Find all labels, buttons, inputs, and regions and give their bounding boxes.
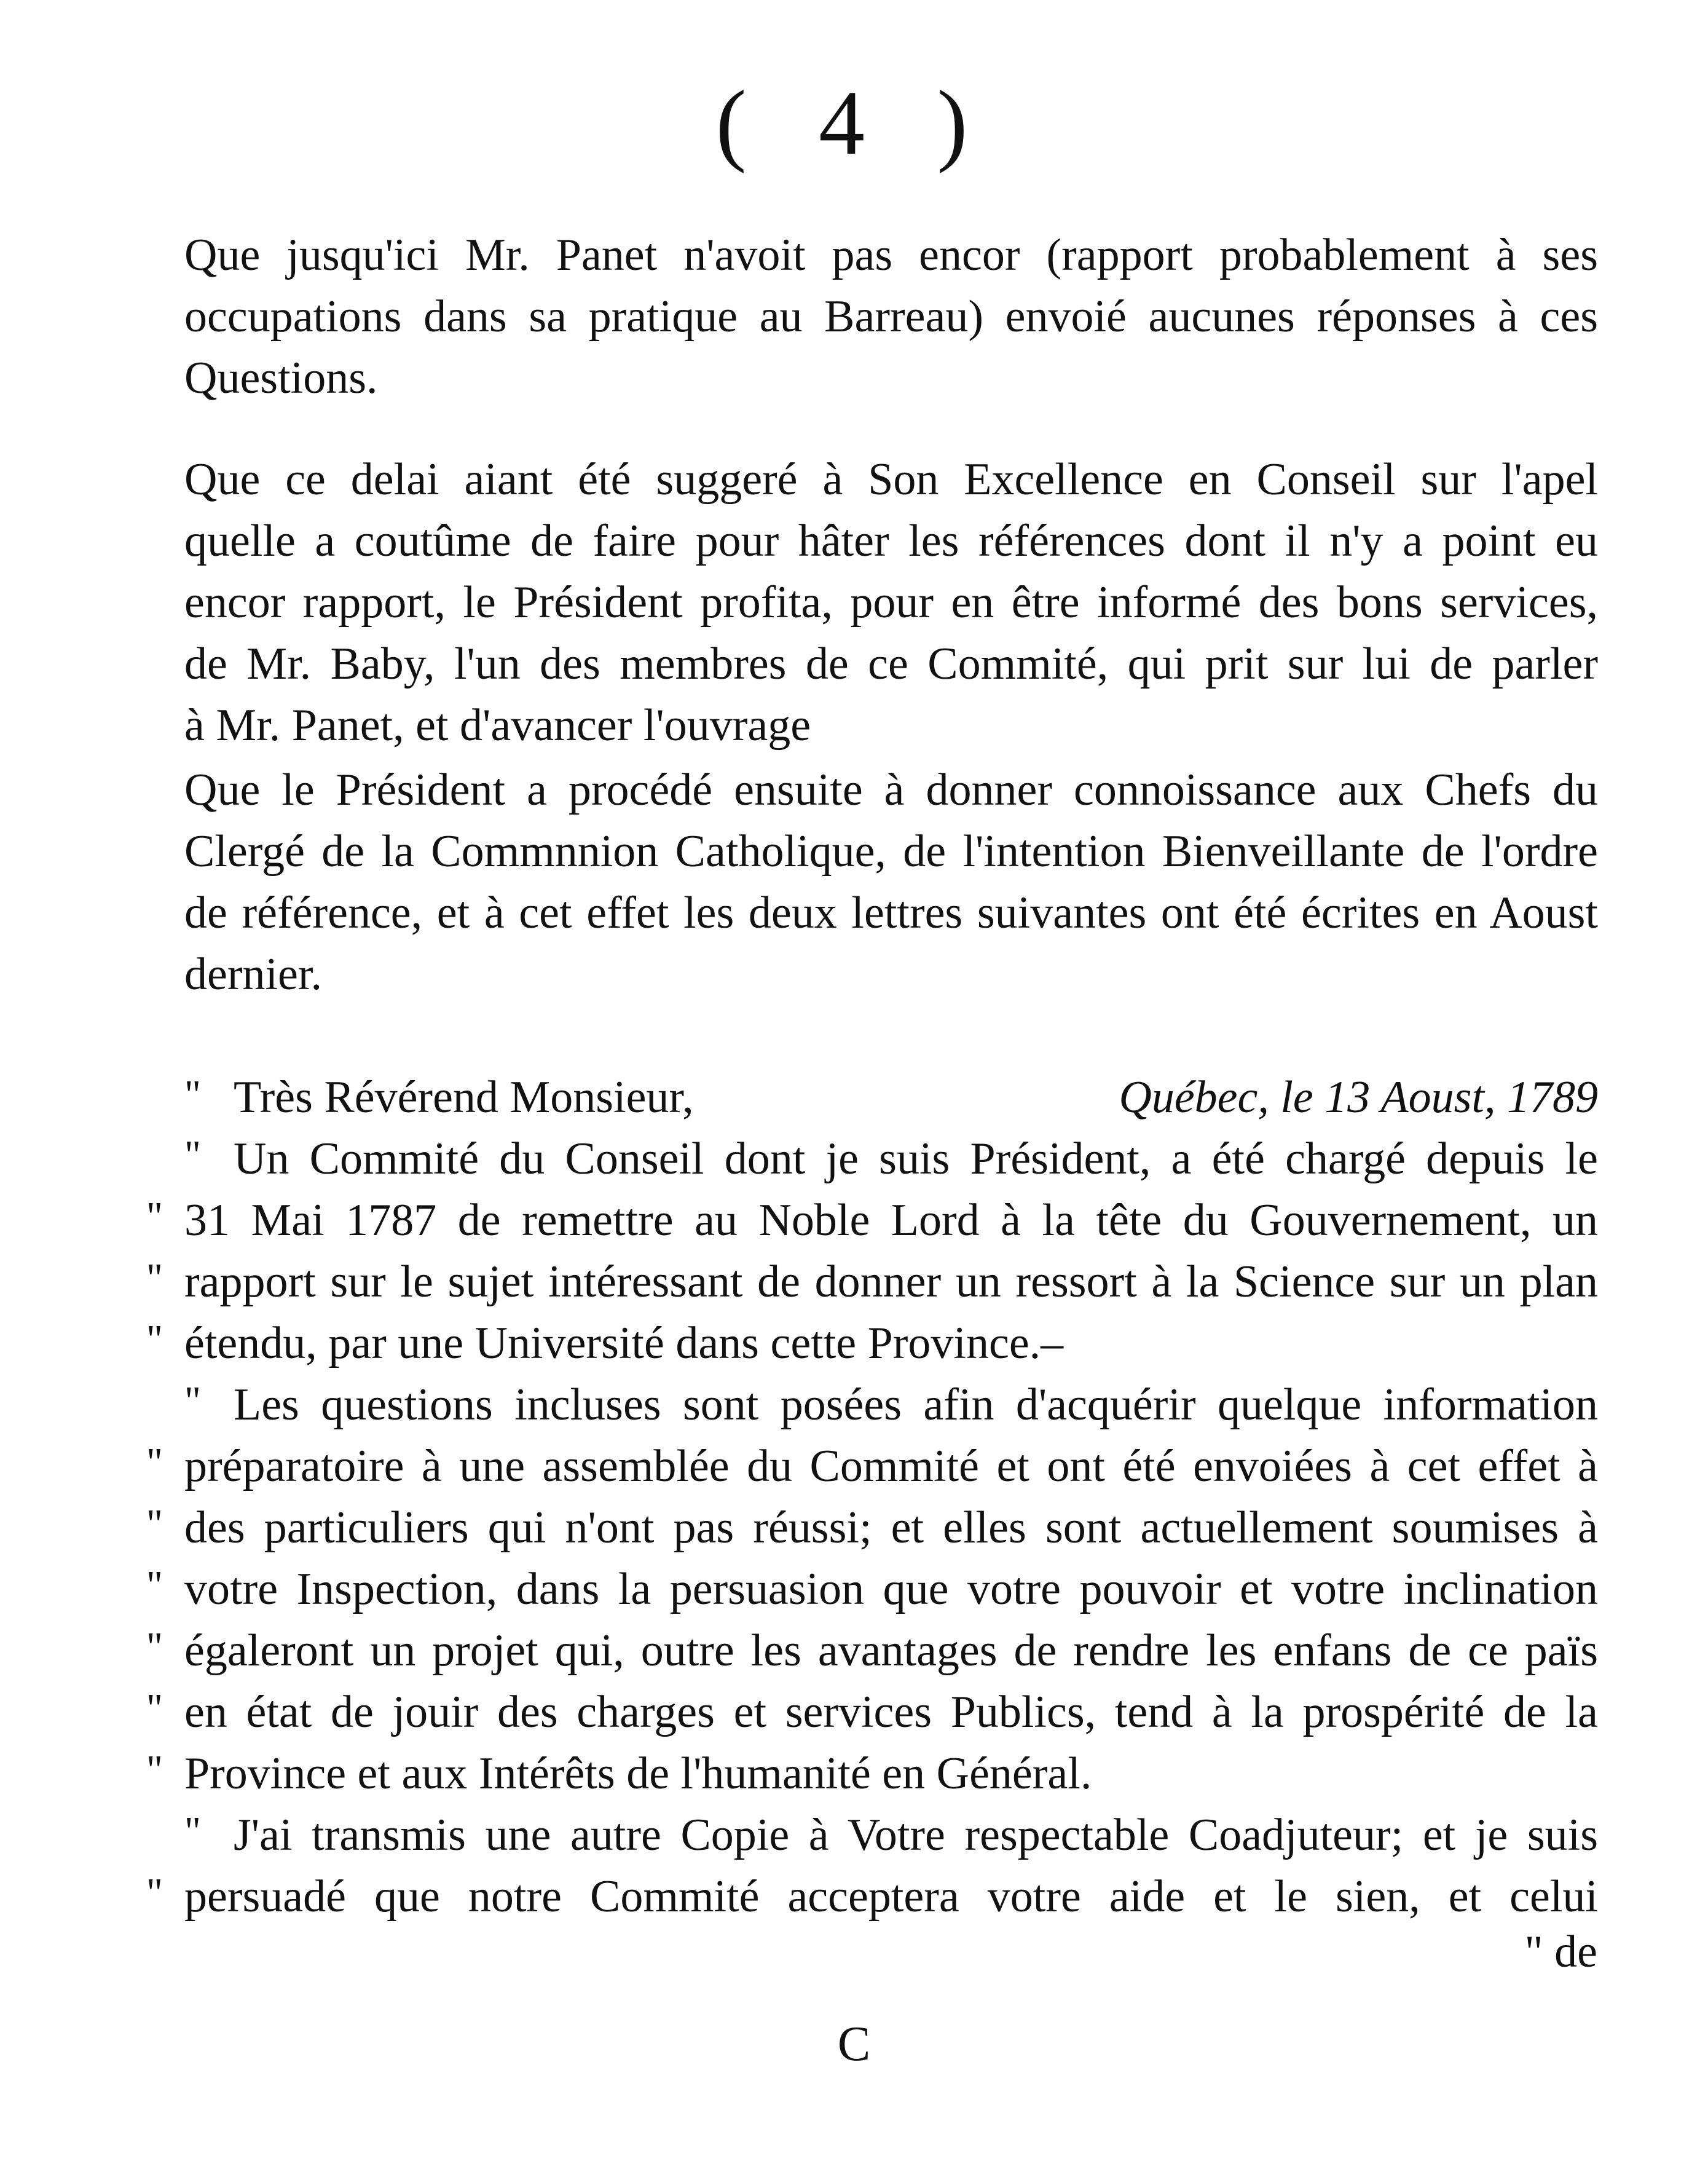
letter-line bbox=[146, 1497, 1598, 1558]
letter-line bbox=[184, 1374, 1598, 1435]
quote-mark: " bbox=[146, 1686, 163, 1731]
quote-mark: " bbox=[146, 1747, 163, 1792]
letter-line bbox=[146, 1558, 1598, 1620]
text-line: Questions. bbox=[184, 353, 378, 403]
letter-line-text: 31 Mai 1787 de remettre au Noble Lord à la tête du Gouvernement, un bbox=[184, 1195, 1598, 1246]
letter-line bbox=[184, 1804, 1598, 1866]
letter-line bbox=[146, 1743, 1598, 1804]
paragraph-1 bbox=[184, 224, 1598, 409]
letter-line-text: des particuliers qui n'ont pas réussi; et elles sont actuellement soumises à bbox=[184, 1503, 1598, 1553]
text-line: quelle a coutûme de faire pour hâter les références dont il n'y a point eu bbox=[184, 516, 1598, 566]
letter-line-text: Province et aux Intérêts de l'humanité en Général. bbox=[184, 1748, 1092, 1799]
text-line: de référence, et à cet effet les deux lettres suivantes ont été écrites en Aoust bbox=[184, 888, 1598, 938]
letter-line bbox=[146, 1313, 1598, 1374]
text-line: occupations dans sa pratique au Barreau) envoié aucunes réponses à ces bbox=[184, 291, 1598, 342]
letter-line bbox=[146, 1435, 1598, 1497]
letter-line bbox=[146, 1190, 1598, 1251]
letter-line bbox=[146, 1866, 1598, 1927]
text-line: Que ce delai aiant été suggeré à Son Excellence en Conseil sur l'apel bbox=[184, 454, 1598, 505]
quote-mark: " bbox=[146, 1317, 163, 1362]
letter-line-text: votre Inspection, dans la persuasion que votre pouvoir et votre inclination bbox=[184, 1564, 1598, 1614]
text-line: Clergé de la Commnnion Catholique, de l'intention Bienveillante de l'ordre bbox=[184, 826, 1598, 877]
signature-mark: C bbox=[837, 2017, 871, 2071]
text-line: encor rapport, le Président profita, pour en être informé des bons services, bbox=[184, 577, 1598, 628]
quote-mark: " bbox=[146, 1870, 163, 1915]
catchword: " de bbox=[1524, 1927, 1597, 1977]
quote-mark: " bbox=[184, 1072, 201, 1117]
quote-mark: " bbox=[184, 1809, 201, 1854]
letter-line bbox=[146, 1681, 1598, 1743]
letter-line-text: Les questions incluses sont posées afin d'acquérir quelque information bbox=[234, 1380, 1598, 1430]
quote-mark: " bbox=[146, 1563, 163, 1608]
text-line: de Mr. Baby, l'un des membres de ce Commité, qui prit sur lui de parler bbox=[184, 639, 1598, 689]
letter-line-text: égaleront un projet qui, outre les avantages de rendre les enfans de ce païs bbox=[184, 1625, 1598, 1676]
letter-line-text: Un Commité du Conseil dont je suis Président, a été chargé depuis le bbox=[234, 1134, 1598, 1184]
salutation: Très Révérend Monsieur, bbox=[234, 1072, 694, 1123]
page-number: ( 4 ) bbox=[715, 72, 993, 174]
quote-mark: " bbox=[146, 1501, 163, 1546]
text-line: à Mr. Panet, et d'avancer l'ouvrage bbox=[184, 700, 811, 751]
paragraph-2 bbox=[184, 449, 1598, 756]
text-line: Que jusqu'ici Mr. Panet n'avoit pas encor (rapport probablement à ses bbox=[184, 230, 1598, 280]
letter-line-text: préparatoire à une assemblée du Commité et ont été envoiées à cet effet à bbox=[184, 1441, 1598, 1491]
quote-mark: " bbox=[146, 1255, 163, 1300]
letter-line-text: rapport sur le sujet intéressant de donner un ressort à la Science sur un plan bbox=[184, 1257, 1598, 1307]
letter-line-text: persuadé que notre Commité acceptera votre aide et le sien, et celui bbox=[184, 1871, 1598, 1922]
quote-mark: " bbox=[146, 1624, 163, 1669]
paragraph-3 bbox=[184, 759, 1598, 1005]
text-line: dernier. bbox=[184, 949, 322, 1000]
letter-line-text: en état de jouir des charges et services Publics, tend à la prospérité de la bbox=[184, 1687, 1598, 1737]
letter-heading bbox=[184, 1067, 1598, 1128]
letter-line-text: J'ai transmis une autre Copie à Votre respectable Coadjuteur; et je suis bbox=[234, 1810, 1598, 1860]
letter-line bbox=[146, 1251, 1598, 1313]
text-line: Que le Président a procédé ensuite à donner connoissance aux Chefs du bbox=[184, 765, 1598, 815]
quote-mark: " bbox=[184, 1378, 201, 1423]
quote-mark: " bbox=[146, 1194, 163, 1239]
dateline: Québec, le 13 Aoust, 1789 bbox=[1119, 1072, 1598, 1123]
quote-mark: " bbox=[146, 1440, 163, 1485]
quote-mark: " bbox=[184, 1132, 201, 1177]
letter-block bbox=[146, 1067, 1598, 1927]
letter-line bbox=[184, 1128, 1598, 1190]
letter-line bbox=[146, 1620, 1598, 1681]
letter-line-text: étendu, par une Université dans cette Province.– bbox=[184, 1318, 1064, 1368]
